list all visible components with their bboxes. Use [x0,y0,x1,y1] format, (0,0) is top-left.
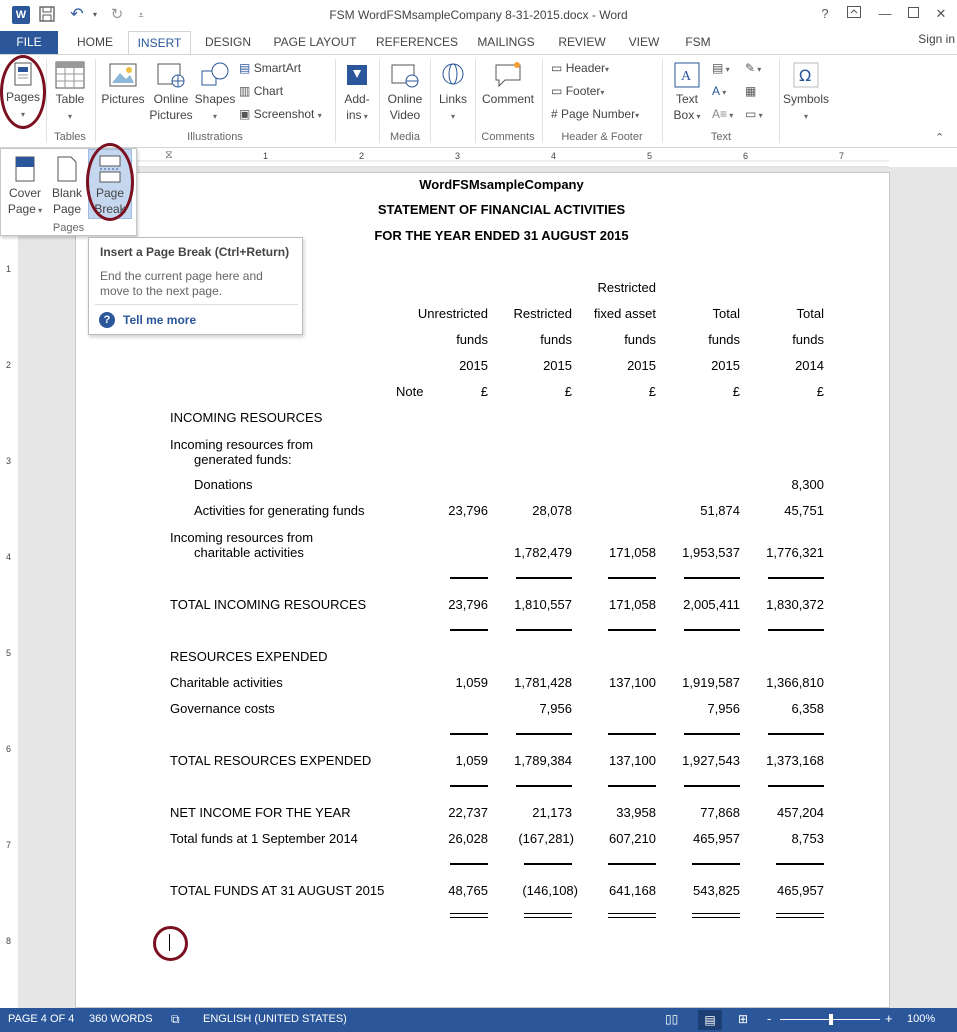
underline [684,577,740,579]
header-currency: £ [564,384,572,399]
underline [516,733,572,735]
ruler-h-label-3: 3 [455,151,461,161]
row-label-generated-2: generated funds: [194,452,292,467]
zoom-in-button[interactable]: + [885,1011,893,1026]
addins-caret-icon: ▾ [361,112,368,121]
cover-page-button[interactable] [5,155,45,219]
quick-parts-icon[interactable]: ▤ ▾ [712,61,730,75]
header-funds: funds [540,332,572,347]
ruler-h-label-4: 4 [551,151,557,161]
annotation-circle-cursor [153,926,188,961]
zoom-level[interactable]: 100% [907,1013,936,1025]
cell-value: 641,168 [609,883,656,898]
indent-marker-icon[interactable]: ⧖ [165,149,173,161]
cell-value: (146,108) [522,883,578,898]
zoom-out-button[interactable]: - [767,1011,772,1026]
underline [608,863,656,865]
cell-value: 1,789,384 [514,753,572,768]
double-underline [524,913,572,918]
online-video-label-2: Video [389,108,421,122]
cell-value: 1,776,321 [766,545,824,560]
cell-value: 171,058 [609,545,656,560]
underline [516,785,572,787]
help-icon: ? [99,312,115,328]
underline [692,863,740,865]
online-pictures-label-2: Pictures [149,108,193,122]
table-label: Table [55,92,85,106]
underline [450,577,488,579]
ruler-v-label-5: 5 [6,648,12,658]
divider [95,304,298,305]
smartart-icon: ▤ [239,61,251,75]
drop-cap-icon[interactable]: A≡ ▾ [712,107,734,121]
cell-value: 465,957 [777,883,824,898]
tab-references[interactable]: REFERENCES [375,35,458,49]
row-label-funds-start: Total funds at 1 September 2014 [170,831,358,846]
row-label-charitable-activities: Charitable activities [170,675,283,690]
chart-icon: ▥ [239,84,251,98]
collapse-ribbon-icon[interactable]: ⌃ [935,132,945,144]
page-number-caret-icon: ▾ [635,111,640,120]
tell-me-more-link[interactable]: Tell me more [123,313,197,327]
symbols-label: Symbols [782,92,829,106]
header-currency: £ [816,384,824,399]
cell-value: 1,366,810 [766,675,824,690]
cover-page-caret-icon: ▾ [35,206,43,215]
symbols-caret-icon: ▾ [803,112,808,121]
language[interactable]: ENGLISH (UNITED STATES) [203,1013,347,1025]
row-label-incoming: INCOMING RESOURCES [170,410,323,425]
tooltip-desc-2: move to the next page. [100,284,223,298]
page-break-tooltip [88,237,303,335]
double-underline [450,913,488,918]
underline [450,863,488,865]
cell-value: 1,059 [455,753,488,768]
cell-value: 28,078 [532,503,572,518]
cell-value: 137,100 [609,753,656,768]
minimize-icon[interactable]: — [878,6,892,21]
tab-mailings[interactable]: MAILINGS [477,35,535,49]
cell-value: 8,753 [791,831,824,846]
cell-value: 1,919,587 [682,675,740,690]
underline [768,629,824,631]
ruler-h-label-2: 2 [359,151,365,161]
underline [516,577,572,579]
pages-caret-icon: ▾ [20,110,25,119]
header-caret-icon: ▾ [605,65,610,74]
tooltip-desc-1: End the current page here and [100,269,263,283]
footer-caret-icon: ▾ [600,88,605,97]
double-underline [776,913,824,918]
cell-value: 1,830,372 [766,597,824,612]
cell-value: 1,781,428 [514,675,572,690]
tab-page-layout[interactable]: PAGE LAYOUT [273,35,357,49]
header-year: 2015 [711,358,740,373]
tab-design[interactable]: DESIGN [204,35,251,49]
cell-value: 137,100 [609,675,656,690]
pages-label: Pages [5,90,41,104]
underline [516,629,572,631]
underline [608,785,656,787]
cell-value: 45,751 [784,503,824,518]
header-icon: ▭ [551,61,563,75]
header-label: Header [565,61,606,75]
screenshot-icon: ▣ [239,107,251,121]
underline [608,577,656,579]
svg-text:A: A [681,69,692,84]
group-label-pages: Pages [52,222,85,234]
cell-value: 7,956 [539,701,572,716]
underline [450,785,488,787]
blank-page-label-2: Page [52,202,82,216]
page-break-label-1: Page [95,186,125,200]
customize-qat-icon[interactable]: ⩡ [138,10,144,20]
cover-page-label-2: Page [7,202,36,216]
status-bar [0,1008,957,1032]
cell-value: 6,358 [791,701,824,716]
ruler-v-label-4: 4 [6,552,12,562]
cell-value: 465,957 [693,831,740,846]
ruler-v-label-3: 3 [6,456,12,466]
underline [608,629,656,631]
group-label-text: Text [710,131,732,143]
header-year: 2015 [543,358,572,373]
underline [684,733,740,735]
online-pictures-label-1: Online [153,92,189,106]
proofing-icon[interactable]: ⧉ [171,1012,180,1026]
links-caret-icon: ▾ [450,112,455,121]
page-break-label-2: Break [94,202,126,216]
row-label-total-expended: TOTAL RESOURCES EXPENDED [170,753,372,768]
group-label-tables: Tables [54,131,86,143]
group-label-illustrations: Illustrations [187,131,243,143]
header-year: 2014 [795,358,824,373]
tab-home[interactable]: HOME [77,35,113,49]
statement-title: STATEMENT OF FINANCIAL ACTIVITIES [377,202,626,217]
undo-dropdown-icon[interactable]: ▾ [92,10,97,19]
footer-label: Footer [565,84,601,98]
row-label-total-incoming: TOTAL INCOMING RESOURCES [170,597,367,612]
close-icon[interactable]: ✕ [935,6,947,21]
cell-value: 457,204 [777,805,824,820]
ruler-h-label-1: 1 [263,151,269,161]
ruler-h-label-7: 7 [839,151,845,161]
shapes-caret-icon: ▾ [212,112,217,121]
header-currency: £ [648,384,656,399]
cell-value: 8,300 [791,477,824,492]
cell-value: 607,210 [609,831,656,846]
redo-icon[interactable]: ↻ [110,6,124,23]
header-funds: funds [456,332,488,347]
cover-page-icon [14,155,36,183]
row-label-charitable-2: charitable activities [194,545,304,560]
svg-text:Ω: Ω [799,66,812,85]
addins-label-2: ins [346,108,362,122]
ruler-h-label-6: 6 [743,151,749,161]
cell-value: 51,874 [700,503,740,518]
links-label: Links [438,92,467,106]
underline [450,733,488,735]
row-label-funds-end: TOTAL FUNDS AT 31 AUGUST 2015 [170,883,385,898]
double-underline [692,913,740,918]
blank-page-icon [56,155,78,183]
header-restricted-fa: Restricted [597,280,656,295]
row-label-net-income: NET INCOME FOR THE YEAR [170,805,351,820]
underline [768,577,824,579]
addins-label-1: Add- [344,92,370,106]
annotation-circle-pages [0,55,46,129]
date-time-icon[interactable]: ▦ [745,84,757,98]
blank-page-button[interactable] [47,155,87,217]
page-number-icon: # [551,107,558,121]
cell-value: 77,868 [700,805,740,820]
screenshot-caret-icon: ▾ [317,111,322,120]
page-count[interactable]: PAGE 4 OF 4 [8,1013,75,1025]
double-underline [608,913,656,918]
header-year: 2015 [627,358,656,373]
header-funds: funds [708,332,740,347]
header-col4: Total [712,306,740,321]
text-box-caret-icon: ▾ [694,112,701,121]
cell-value: 23,796 [448,597,488,612]
cell-value: 33,958 [616,805,656,820]
tab-fsm[interactable]: FSM [685,35,711,49]
header-col3: fixed asset [593,306,656,321]
group-label-comments: Comments [481,131,535,143]
cell-value: 1,927,543 [682,753,740,768]
header-col2: Restricted [513,306,572,321]
window-title: FSM WordFSMsampleCompany 8-31-2015.docx - Word [329,8,628,22]
footer-icon: ▭ [551,84,563,98]
ruler-h-label-5: 5 [647,151,653,161]
page-number-label: Page Number [561,107,636,121]
cell-value: (167,281) [518,831,574,846]
word-count[interactable]: 360 WORDS [89,1013,153,1025]
ruler-v-label-7: 7 [6,840,12,850]
print-layout-icon[interactable]: ▤ [698,1010,722,1030]
cell-value: 171,058 [609,597,656,612]
row-label-charitable-1: Incoming resources from [170,530,314,545]
chart-label: Chart [253,84,284,98]
pictures-label: Pictures [101,92,145,106]
row-label-donations: Donations [194,477,253,492]
cell-value: 7,956 [707,701,740,716]
help-button[interactable]: ? [821,6,829,21]
cell-value: 21,173 [532,805,572,820]
wordart-icon[interactable]: A ▾ [712,84,727,98]
cell-value: 23,796 [448,503,488,518]
smartart-label: SmartArt [253,61,302,75]
underline [524,863,572,865]
cover-page-label-1: Cover [8,186,41,200]
underline [768,733,824,735]
shapes-label: Shapes [194,92,236,106]
header-currency: £ [732,384,740,399]
text-box-label-2: Box [673,108,695,122]
cell-value: 1,059 [455,675,488,690]
underline [608,733,656,735]
header-funds: funds [624,332,656,347]
underline [684,785,740,787]
screenshot-label: Screenshot [253,107,315,121]
table-caret-icon: ▾ [67,112,72,121]
ruler-v-label-8: 8 [6,936,12,946]
signature-line-icon[interactable]: ✎ ▾ [745,61,762,75]
tab-insert[interactable]: INSERT [128,31,191,55]
underline [776,863,824,865]
tab-file[interactable]: FILE [0,31,58,54]
comment-label: Comment [481,92,534,106]
row-label-expended: RESOURCES EXPENDED [170,649,328,664]
header-col5: Total [796,306,824,321]
group-label-media: Media [390,131,420,143]
cell-value: 1,782,479 [514,545,572,560]
cell-value: 26,028 [448,831,488,846]
ruler-v-label-1: 1 [6,264,12,274]
blank-page-label-1: Blank [51,186,83,200]
row-label-generated-1: Incoming resources from [170,437,314,452]
read-mode-icon[interactable]: ▯▯ [665,1012,679,1026]
tab-review[interactable]: REVIEW [558,35,606,49]
ruler-v-label-2: 2 [6,360,12,370]
cell-value: 543,825 [693,883,740,898]
header-funds: funds [792,332,824,347]
row-label-activities: Activities for generating funds [194,503,365,518]
statement-period: FOR THE YEAR ENDED 31 AUGUST 2015 [374,228,629,243]
text-box-label-1: Text [675,92,698,106]
object-icon[interactable]: ▭ ▾ [745,107,763,121]
web-layout-icon[interactable]: ⊞ [738,1012,749,1026]
header-year: 2015 [459,358,488,373]
online-video-label-1: Online [387,92,423,106]
underline [450,629,488,631]
header-note: Note [396,384,424,399]
underline [684,629,740,631]
header-currency: £ [480,384,488,399]
sign-in-link[interactable]: Sign in [918,32,955,46]
ruler-v-label-6: 6 [6,744,12,754]
company-name: WordFSMsampleCompany [419,177,584,192]
row-label-governance: Governance costs [170,701,275,716]
cell-value: 48,765 [448,883,488,898]
word-app-icon[interactable]: W [12,6,30,24]
header-col1: Unrestricted [417,306,488,321]
zoom-slider-thumb[interactable] [829,1014,833,1025]
annotation-circle-page-break [86,143,134,221]
group-label-header-footer: Header & Footer [561,131,643,143]
tab-view[interactable]: VIEW [628,35,660,49]
tooltip-title: Insert a Page Break (Ctrl+Return) [100,245,290,259]
cell-value: 2,005,411 [683,597,740,612]
undo-icon[interactable]: ↶ [70,6,84,23]
cell-value: 1,953,537 [682,545,740,560]
cell-value: 1,373,168 [766,753,824,768]
underline [768,785,824,787]
cell-value: 22,737 [448,805,488,820]
cell-value: 1,810,557 [514,597,572,612]
